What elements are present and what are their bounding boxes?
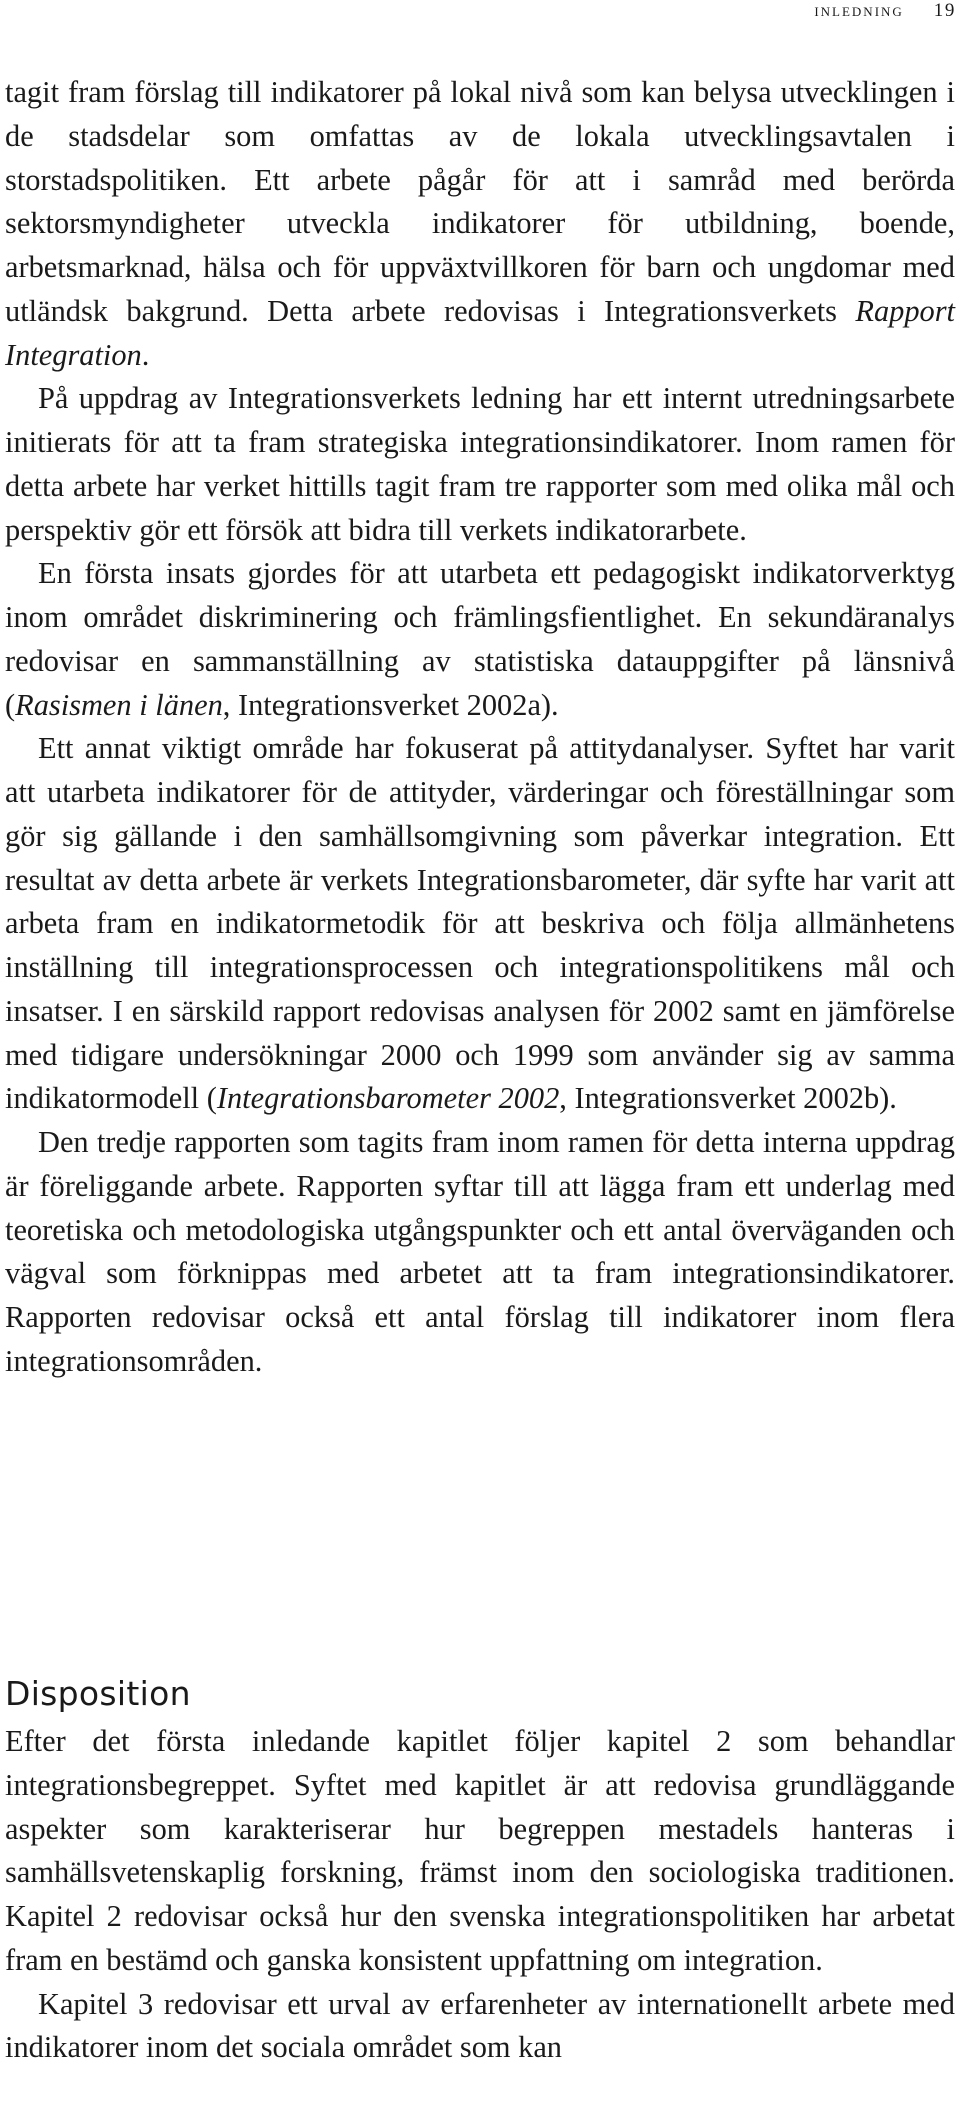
paragraph xyxy=(5,552,955,727)
text-run: , Integrationsverket 2002b). xyxy=(559,1081,897,1116)
text-run: På uppdrag av Integrationsverkets ledning har ett internt utredningsarbete initierats för att ta fram strategiska integrationsindikatorer. Inom ramen för detta arbete har verket hittills tagit fram tre rapporter som med olika mål och perspektiv gör ett försök att bidra till verkets indikatorarbete. xyxy=(5,381,955,547)
paragraph xyxy=(5,377,955,552)
text-run: Ett annat viktigt område har fokuserat på attitydanalyser. Syftet har varit att utarbeta indikatorer för de attityder, värderingar och föreställningar som gör sig gällande i den samhällsomgivning som påverkar integration. Ett resultat av detta arbete är verkets Integrationsbarometer, där syfte har varit att arbeta fram en indikatormetodik för att beskriva och följa allmänhetens inställning till integrationsprocessen och integrationspolitikens mål och insatser. I en särskild rapport redovisas analysen för 2002 samt en jämförelse med tidigare undersökningar 2000 och 1999 som använder sig av samma indikatormodell ( xyxy=(5,731,955,1116)
italic-title: Rasismen i länen xyxy=(15,687,223,722)
section-body xyxy=(5,1720,955,2070)
text-run: En första insats gjordes för att utarbeta ett pedagogiskt indikatorverktyg inom området diskriminering och främlingsfientlighet. En sekundäranalys redovisar en sammanställning av statistiska datauppgifter på länsnivå ( xyxy=(5,556,955,722)
italic-title: Integrationsbarometer 2002 xyxy=(216,1081,560,1116)
running-head xyxy=(814,0,960,26)
paragraph xyxy=(5,1121,955,1384)
text-run: . xyxy=(141,337,150,372)
running-head-section: inledning xyxy=(814,0,904,21)
body-text xyxy=(5,71,955,1384)
text-run: Den tredje rapporten som tagits fram inom ramen för detta interna uppdrag är föreliggande arbete. Rapporten syftar till att lägga fram ett underlag med teoretiska och metodologiska utgångspunkter och ett antal överväganden och vägval som förknippas med arbetet att ta fram integrationsindikatorer. Rapporten redovisar också ett antal förslag till indikatorer inom flera integrationsområden. xyxy=(5,1125,955,1378)
paragraph xyxy=(5,71,955,377)
page-number: 19 xyxy=(933,0,956,21)
paragraph xyxy=(5,727,955,1121)
paragraph: Efter det första inledande kapitlet följer kapitel 2 som behandlar integrationsbegreppet. Syftet med kapitlet är att redovisa grundläggande aspekter som karakteriserar hur begreppen mestadels hanteras i samhällsvetenskaplig forskning, främst inom den sociologiska traditionen. Kapitel 2 redovisar också hur den svenska integrationspolitiken har arbetat fram en bestämd och ganska konsistent uppfattning om integration. xyxy=(5,1724,955,1977)
text-run: , Integrationsverket 2002a). xyxy=(222,687,559,722)
paragraph: Kapitel 3 redovisar ett urval av erfarenheter av internationellt arbete med indikatorer inom det sociala området som kan xyxy=(5,1986,955,2065)
text-run: tagit fram förslag till indikatorer på lokal nivå som kan belysa utvecklingen i de stadsdelar som omfattas av de lokala utvecklingsavtalen i storstadspolitiken. Ett arbete pågår för att i samråd med berörda sektorsmyndigheter utveckla indikatorer för utbildning, boende, arbetsmarknad, hälsa och för uppväxtvillkoren för barn och ungdomar med utländsk bakgrund. Detta arbete redovisas i Integrationsverkets xyxy=(5,75,955,328)
italic-title: Rapport Integration xyxy=(5,293,955,372)
section-heading: Disposition xyxy=(5,1674,191,1713)
